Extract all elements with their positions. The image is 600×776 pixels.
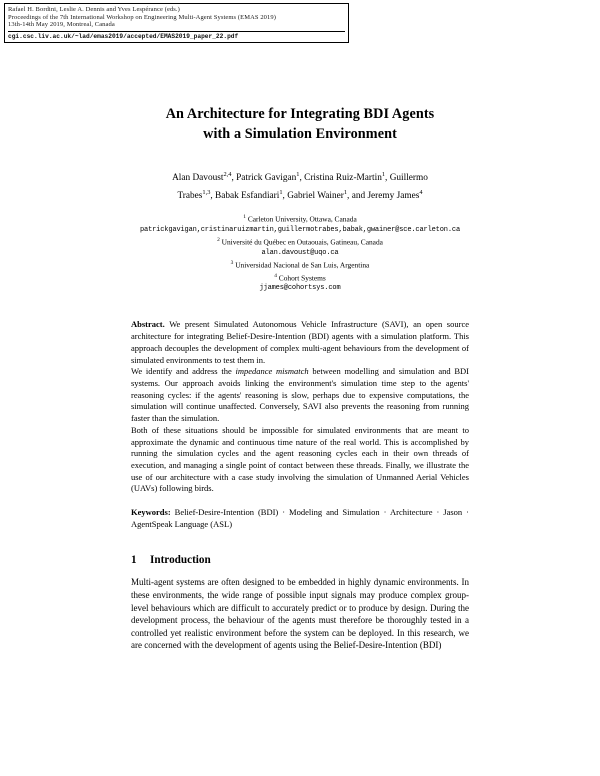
affiliation-email: jjames@cohortsys.com: [259, 284, 341, 293]
stamp-line-date: 13th-14th May 2019, Montreal, Canada: [8, 21, 115, 29]
stamp-line-editors: Rafael H. Bordini, Leslie A. Dennis and Yves Lespérance (eds.): [8, 6, 180, 13]
affiliation-email: patrickgavigan,cristinaruizmartin,guillermotrabes,babak,gwainer@sce.carleton.ca: [139, 225, 460, 234]
keywords-label: Keywords:: [131, 507, 171, 518]
abstract-paragraph-1: [131, 319, 469, 366]
abstract-text-2b: between modelling and simulation and BDI systems. Our approach avoids linking the environment's simulation time step to the agents' reasoning cycles: if the agents' reasoning is slow, perhaps due to expensive computations, the simulation will continue unaffected. Conversely, SAVI also prevents the reasoning from running faster than the simulation.: [131, 366, 470, 424]
affiliation-item: $^2$ Université du Québec en Outaouais, Gatineau, Canada: [217, 237, 383, 247]
stamp-line-proceedings: Proceedings of the 7th International Workshop on Engineering Multi-Agent Systems (EMAS 2019): [8, 13, 276, 21]
proceedings-stamp: [4, 3, 349, 43]
affiliation-text: Université du Québec en Outaouais, Gatineau, Canada: [221, 237, 383, 247]
abstract-label: Abstract.: [131, 319, 165, 330]
body-paragraph: Multi-agent systems are often designed to be embedded in highly dynamic environments. In these environments, the wide range of possible input signals may produce complex group-level behaviours which are difficult to accurately predict or to produce by design. During the development process, the behaviour of the agents must therefore be thoroughly tested in a controlled yet realistic environment before the system can be deployed. In this research, we are concerned with the development of agents using the Belief-Desire-Intention (BDI): [131, 577, 469, 651]
section-title: Introduction: [150, 554, 211, 567]
affiliation-item: $^1$ Carleton University, Ottawa, Canada: [243, 214, 357, 224]
stamp-divider: [8, 31, 345, 32]
affiliation-item: $^3$ Universidad Nacional de San Luis, Argentina: [230, 259, 370, 270]
section-body-introduction: [131, 576, 469, 652]
affiliation-item: $^4$ Cohort Systems: [274, 272, 326, 283]
abstract-emphasis: impedance mismatch: [235, 366, 309, 377]
affiliation-text: Carleton University, Ottawa, Canada: [247, 214, 357, 224]
stamp-url: cgi.csc.liv.ac.uk/~lad/emas2019/accepted/EMAS2019_paper_22.pdf: [8, 32, 239, 40]
abstract-text-2a: We identify and address the: [131, 366, 236, 377]
title-line-1: An Architecture for Integrating BDI Agents: [165, 106, 435, 122]
section-heading-introduction: [131, 553, 469, 567]
abstract-paragraph-3: Both of these situations should be impossible for simulated environments that are meant to approximate the dynamic and continuous time nature of the real world. This is accomplished by running the simulation cycles and the agent reasoning cycles each in their own threads of execution, and managing a single point of contact between these threads. Finally, we illustrate the use of our architecture with a case study involving the simulation of Unmanned Aerial Vehicles (UAVs) following birds.: [131, 424, 469, 494]
paper-content: [131, 104, 469, 652]
page-title: [131, 104, 469, 144]
keywords-section: [131, 507, 469, 530]
abstract-section: [131, 319, 469, 495]
abstract-text-1: We present Simulated Autonomous Vehicle Infrastructure (SAVI), an open source architecture for integrating Belief-Desire-Intention (BDI) agents with a simulation platform. This approach decouples the development of complex multi-agent behaviours from the development of simulated environments to test them in.: [131, 319, 469, 365]
abstract-paragraph-2: [131, 366, 469, 425]
affiliation-text: Universidad Nacional de San Luis, Argentina: [235, 260, 370, 270]
title-line-2: with a Simulation Environment: [203, 126, 397, 142]
author-list: Alan Davoust$^{2,4}$, Patrick Gavigan$^1$, Cristina Ruiz-Martin$^1$, Guillermo Trabes$^{1,3}$, Babak Esfandiari$^1$, Gabriel Wainer$^1$, and Jeremy James$^4$: [172, 171, 428, 201]
keywords-text: Belief-Desire-Intention (BDI) · Modeling and Simulation · Architecture · Jason · AgentSpeak Language (ASL): [131, 507, 469, 529]
affiliation-list: [131, 212, 469, 293]
affiliation-email: alan.davoust@uqo.ca: [261, 248, 339, 257]
affiliation-text: Cohort Systems: [278, 273, 326, 283]
section-number: 1: [131, 554, 137, 567]
